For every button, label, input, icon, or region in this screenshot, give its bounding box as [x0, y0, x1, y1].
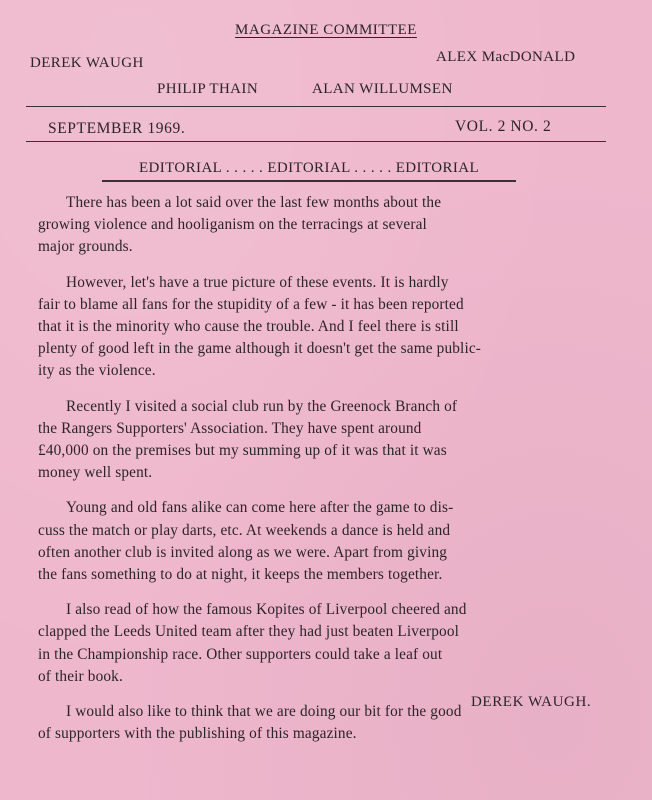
editorial-paragraph — [38, 272, 618, 383]
paragraph-line: the Rangers Supporters' Association. They have spent around — [38, 419, 422, 437]
paragraph-line: Recently I visited a social club run by the Greenock Branch of — [66, 397, 458, 415]
editorial-paragraph — [38, 497, 618, 586]
editorial-body — [38, 192, 618, 758]
paragraph-line: I would also like to think that we are doing our bit for the good — [66, 703, 462, 721]
editorial-paragraph — [38, 192, 618, 259]
paragraph-line: £40,000 on the premises but my summing up of it was that it was — [38, 442, 447, 460]
paragraph-line: of supporters with the publishing of this magazine. — [38, 725, 357, 743]
paragraph-line: ity as the violence. — [38, 362, 156, 380]
paragraph-line: plenty of good left in the game although it doesn't get the same public- — [38, 340, 482, 358]
paragraph-line: There has been a lot said over the last few months about the — [66, 194, 442, 211]
paragraph-line: the fans something to do at night, it keeps the members together. — [38, 566, 443, 584]
paragraph-line: clapped the Leeds United team after they had just beaten Liverpool — [38, 623, 460, 641]
paragraph-line: However, let's have a true picture of these events. It is hardly — [66, 273, 449, 291]
editorial-signature: DEREK WAUGH. — [471, 694, 592, 710]
committee-member-4: ALAN WILLUMSEN — [312, 81, 453, 97]
paragraph-line: fair to blame all fans for the stupidity of a few - it has been reported — [38, 295, 464, 313]
paragraph-line: I also read of how the famous Kopites of Liverpool cheered and — [66, 601, 467, 619]
committee-member-3: PHILIP THAIN — [157, 81, 259, 97]
committee-member-2: ALEX MacDONALD — [436, 49, 576, 65]
paragraph-line: money well spent. — [38, 464, 153, 482]
committee-title-text: MAGAZINE COMMITTEE — [235, 22, 417, 38]
paragraph-line: in the Championship race. Other supporters could take a leaf out — [38, 645, 443, 663]
paragraph-line: major grounds. — [38, 238, 133, 256]
paragraph-line: cuss the match or play darts, etc. At weekends a dance is held and — [38, 521, 451, 539]
issue-volume: VOL. 2 NO. 2 — [455, 118, 552, 135]
paragraph-line: of their book. — [38, 667, 123, 685]
editorial-paragraph — [38, 599, 618, 688]
top-rule — [26, 106, 606, 107]
issue-date: SEPTEMBER 1969. — [48, 120, 186, 137]
bottom-rule — [26, 141, 606, 142]
paragraph-line: Young and old fans alike can come here after the game to dis- — [66, 499, 454, 517]
paragraph-line: often another club is invited along as we were. Apart from giving — [38, 543, 448, 561]
editorial-paragraph — [38, 396, 618, 485]
editorial-heading: EDITORIAL . . . . . EDITORIAL . . . . . EDITORIAL — [102, 158, 516, 182]
committee-member-1: DEREK WAUGH — [30, 55, 144, 71]
paragraph-line: that it is the minority who cause the trouble. And I feel there is still — [38, 318, 459, 336]
committee-title — [0, 22, 652, 39]
paragraph-line: growing violence and hooliganism on the terracings at several — [38, 216, 427, 234]
